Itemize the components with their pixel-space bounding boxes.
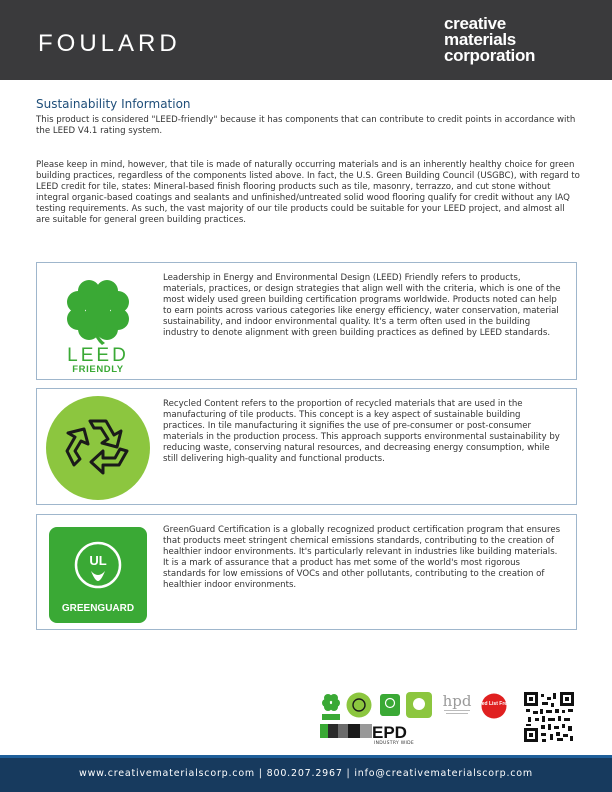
greenguard-logo-text: GREENGUARD [61,603,135,614]
hpd-icon [440,690,474,718]
hpd-text: hpd [442,692,472,710]
tile-paragraph: Please keep in mind, however, that tile is made of naturally occurring materials and is an inherently healthy choice for green building practices, regardless of the components listed above. In fact, the U.S. Green Building Council (USGBC), with regard to LEED credit for tile, states: Mineral-based finish flooring products such as tile, masonry, terrazzo, and cut stone without integral organic-based coatings and sealants and unfinished/untreated solid wood flooring qualify for credit without any IAQ testing requirements. As such, the vast majority of our tile products could be suitable for your LEED project, and almost all are suitable for general green building practices. [36,160,580,226]
recycled-card [36,388,577,505]
health-product-icon [406,692,432,718]
footer-contact[interactable]: www.creativematerialscorp.com | 800.207.2967 | info@creativematerialscorp.com [79,768,533,779]
leed-card [36,262,577,380]
friendly-logo-text: FRIENDLY [72,364,124,375]
brand-name: FOULARD [38,30,181,57]
red-list-text: Red List Free [478,701,510,707]
leed-description: Leadership in Energy and Environmental Design (LEED) Friendly refers to products, materials, practices, or design strategies that align well with the criteria, which is one of the most widely used green building certification programs worldwide. Products noted can help to earn points across various categories like energy efficiency, water conservation, material sustainability, and indoor environmental quality. It's a term often used in the building industry to denote alignment with green building practices as defined by LEED standards. [163,273,561,339]
company-line-3: corporation [444,46,536,65]
section-title: Sustainability Information [36,97,191,111]
red-list-free-icon [478,693,510,719]
recycle-icon [45,395,151,501]
greenguard-small-icon [380,694,400,716]
ul-logo-text: UL [89,553,107,568]
greenguard-card [36,514,577,630]
greenguard-description: GreenGuard Certification is a globally recognized product certification program that ensures that products meet stringent chemical emissions standards, contributing to the creation of healthier indoor environments. It's particularly relevant in industries like building materials. It is a mark of assurance that a product has met some of the world's most rigorous standards for low emissions of VOCs and other pollutants, contributing to the creation of healthier indoor environments. [163,525,561,591]
company-logo [444,16,574,64]
company-line-2: materials [444,30,516,49]
recycle-small-icon [346,692,372,718]
recycled-description: Recycled Content refers to the proportion of recycled materials that are used in the manufacturing of tile products. This concept is a key aspect of sustainable building practices. In tile manufacturing it signifies the use of pre-consumer or post-consumer materials in the production process. This approach supports environmental sustainability by reducing waste, conserving natural resources, and decreasing energy consumption, while still delivering high-quality and functional products. [163,399,560,465]
epd-color-bars [320,724,372,738]
company-line-1: creative [444,14,506,33]
greenguard-icon [45,521,151,627]
qr-code[interactable] [524,692,574,742]
epd-label: EPD [372,723,407,742]
leed-logo-text: LEED [67,345,129,366]
leed-clover-icon [45,269,151,375]
page-header [0,0,612,80]
epd-sublabel: INDUSTRY WIDE [374,741,415,746]
intro-paragraph: This product is considered "LEED-friendly" because it has components that can contribute to credit points in accordance with the LEED V4.1 rating system. [36,115,576,137]
leed-small-icon [320,691,342,725]
